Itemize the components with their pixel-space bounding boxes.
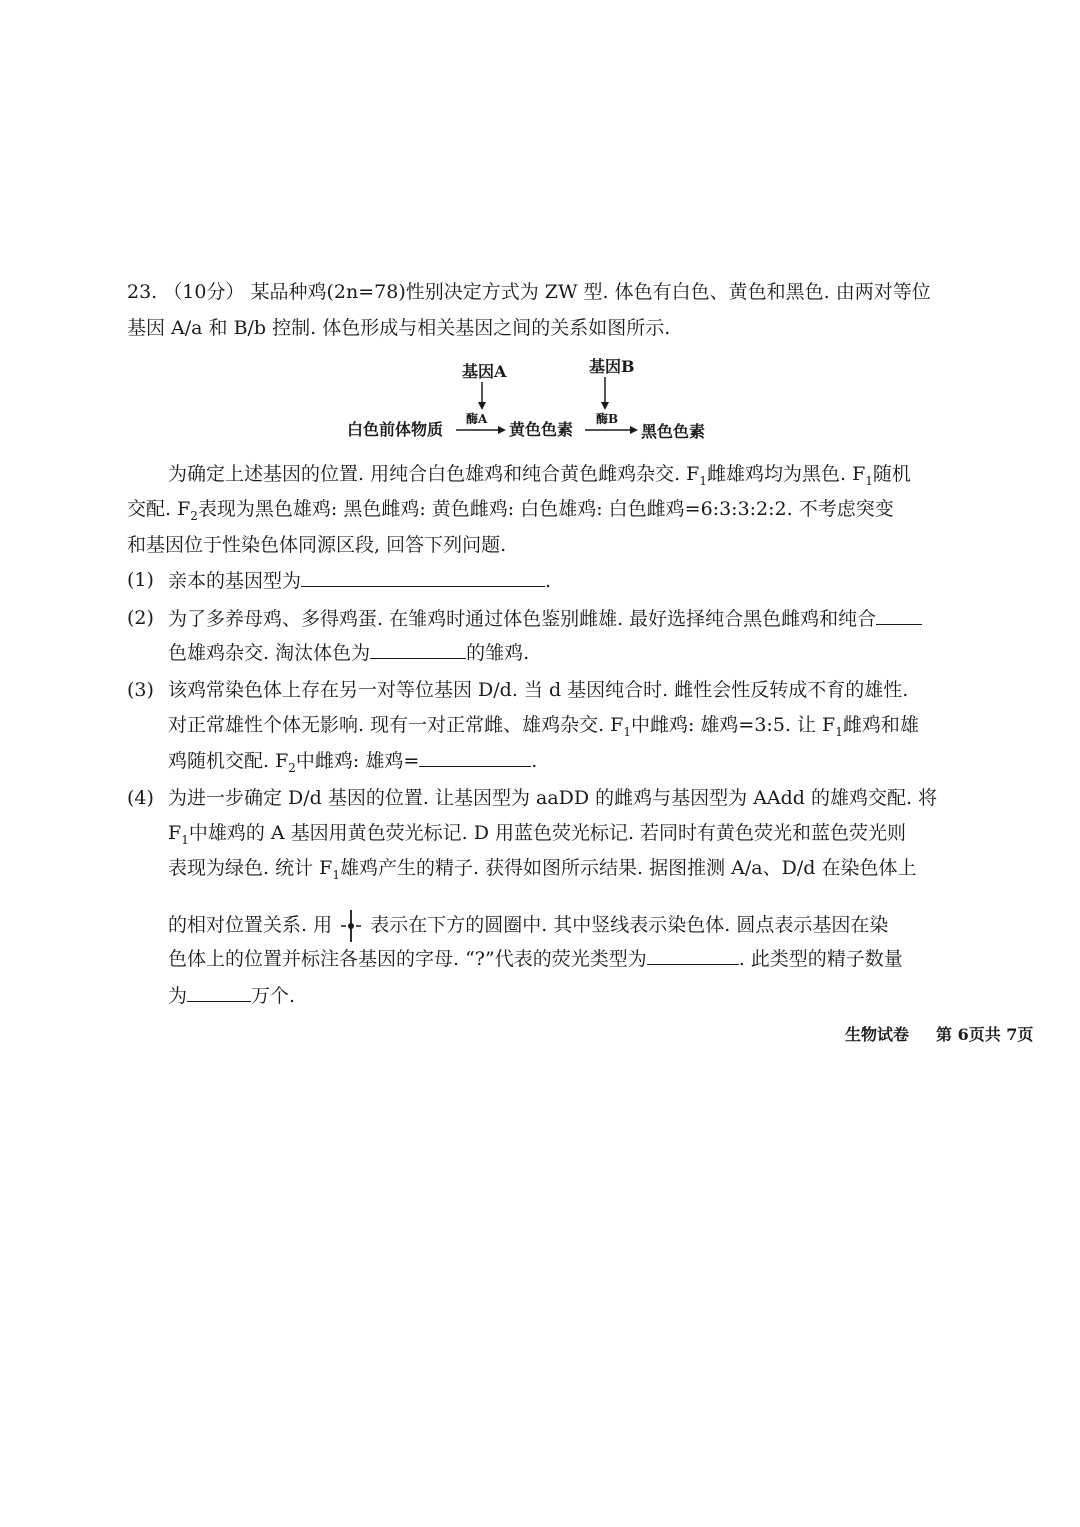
- q4-line1: 为进一步确定 D/d 基因的位置. 让基因型为 aaDD 的雌鸡与基因型为 AAdd 的雄鸡交配. 将: [168, 787, 938, 809]
- yellow-pigment-label: 黄色色素: [509, 420, 574, 439]
- question-score: （10分）: [163, 281, 245, 303]
- q2-number: (2): [127, 607, 154, 629]
- q1-answer-blank[interactable]: [301, 568, 545, 587]
- question-intro-line2: 基因 A/a 和 B/b 控制. 体色形成与相关基因之间的关系如图所示.: [127, 317, 671, 339]
- footer-page-number: 第 6页共 7页: [936, 1025, 1034, 1044]
- q3-number: (3): [127, 679, 154, 701]
- enzyme-a-label: 酶A: [466, 412, 488, 426]
- para-line2: 交配. $F_2$表现为黑色雄鸡: 黑色雌鸡: 黄色雌鸡: 白色雄鸡: 白色雌鸡=6:3:3:2:2. 不考虑突变: [127, 498, 894, 523]
- para-line1: 为确定上述基因的位置. 用纯合白色雄鸡和纯合黄色雌鸡杂交. $F_1$雌雄鸡均为黑色. $F_1$随机: [168, 463, 911, 488]
- footer-subject: 生物试卷: [845, 1025, 910, 1044]
- q2-answer-blank-2[interactable]: [370, 640, 466, 659]
- q3-line2: 对正常雄性个体无影响. 现有一对正常雌、雄鸡杂交. $F_1$中雌鸡: 雄鸡=3:5. 让 $F_1$雌鸡和雄: [168, 714, 919, 739]
- q3-line1: 该鸡常染色体上存在另一对等位基因 D/d. 当 d 基因纯合时. 雌性会性反转成不育的雄性.: [168, 679, 909, 701]
- q4-answer-blank-2[interactable]: [187, 983, 251, 1002]
- para-line3: 和基因位于性染色体同源区段, 回答下列问题.: [127, 534, 507, 556]
- q1-line: 亲本的基因型为 .: [168, 570, 552, 592]
- q2-line1: 为了多养母鸡、多得鸡蛋. 在雏鸡时通过体色鉴别雌雄. 最好选择纯合黑色雌鸡和纯合: [168, 606, 980, 631]
- q1-number: (1): [127, 569, 154, 591]
- question-number: 23.: [127, 281, 158, 303]
- chromosome-gene-symbol-icon: [338, 909, 364, 943]
- q4-line2: $F_1$中雄鸡的 A 基因用黄色荧光标记. D 用蓝色荧光标记. 若同时有黄色荧光和蓝色荧光则: [168, 822, 907, 847]
- q4-line6: 为 万个.: [168, 985, 296, 1007]
- black-pigment-label: 黑色色素: [641, 422, 706, 441]
- q4-number: (4): [127, 787, 154, 809]
- q4-line3: 表现为绿色. 统计 $F_1$雄鸡产生的精子. 获得如图所示结果. 据图推测 A/a、D/d 在染色体上: [168, 857, 917, 882]
- q4-line4: 的相对位置关系. 用 表示在下方的圆圈中. 其中竖线表示染色体. 圆点表示基因在染: [168, 909, 980, 943]
- q3-line3: 鸡随机交配. $F_2$中雌鸡: 雄鸡= .: [168, 750, 538, 775]
- enzyme-b-label: 酶B: [596, 412, 619, 426]
- q4-line5: 色体上的位置并标注各基因的字母. “?”代表的荧光类型为 . 此类型的精子数量: [168, 948, 903, 970]
- gene-a-label: 基因A: [462, 362, 507, 381]
- q4-answer-blank-1[interactable]: [647, 946, 739, 965]
- q2-answer-blank-1[interactable]: [876, 606, 922, 625]
- pathway-arrows: [0, 0, 1080, 460]
- q2-line2: 色雄鸡杂交. 淘汰体色为 的雏鸡.: [168, 642, 530, 664]
- precursor-label: 白色前体物质: [347, 420, 444, 439]
- gene-b-label: 基因B: [589, 357, 635, 376]
- q3-answer-blank[interactable]: [419, 748, 531, 767]
- intro-text-1: 某品种鸡(2n=78)性别决定方式为 ZW 型. 体色有白色、黄色和黑色. 由两对等位: [250, 281, 931, 303]
